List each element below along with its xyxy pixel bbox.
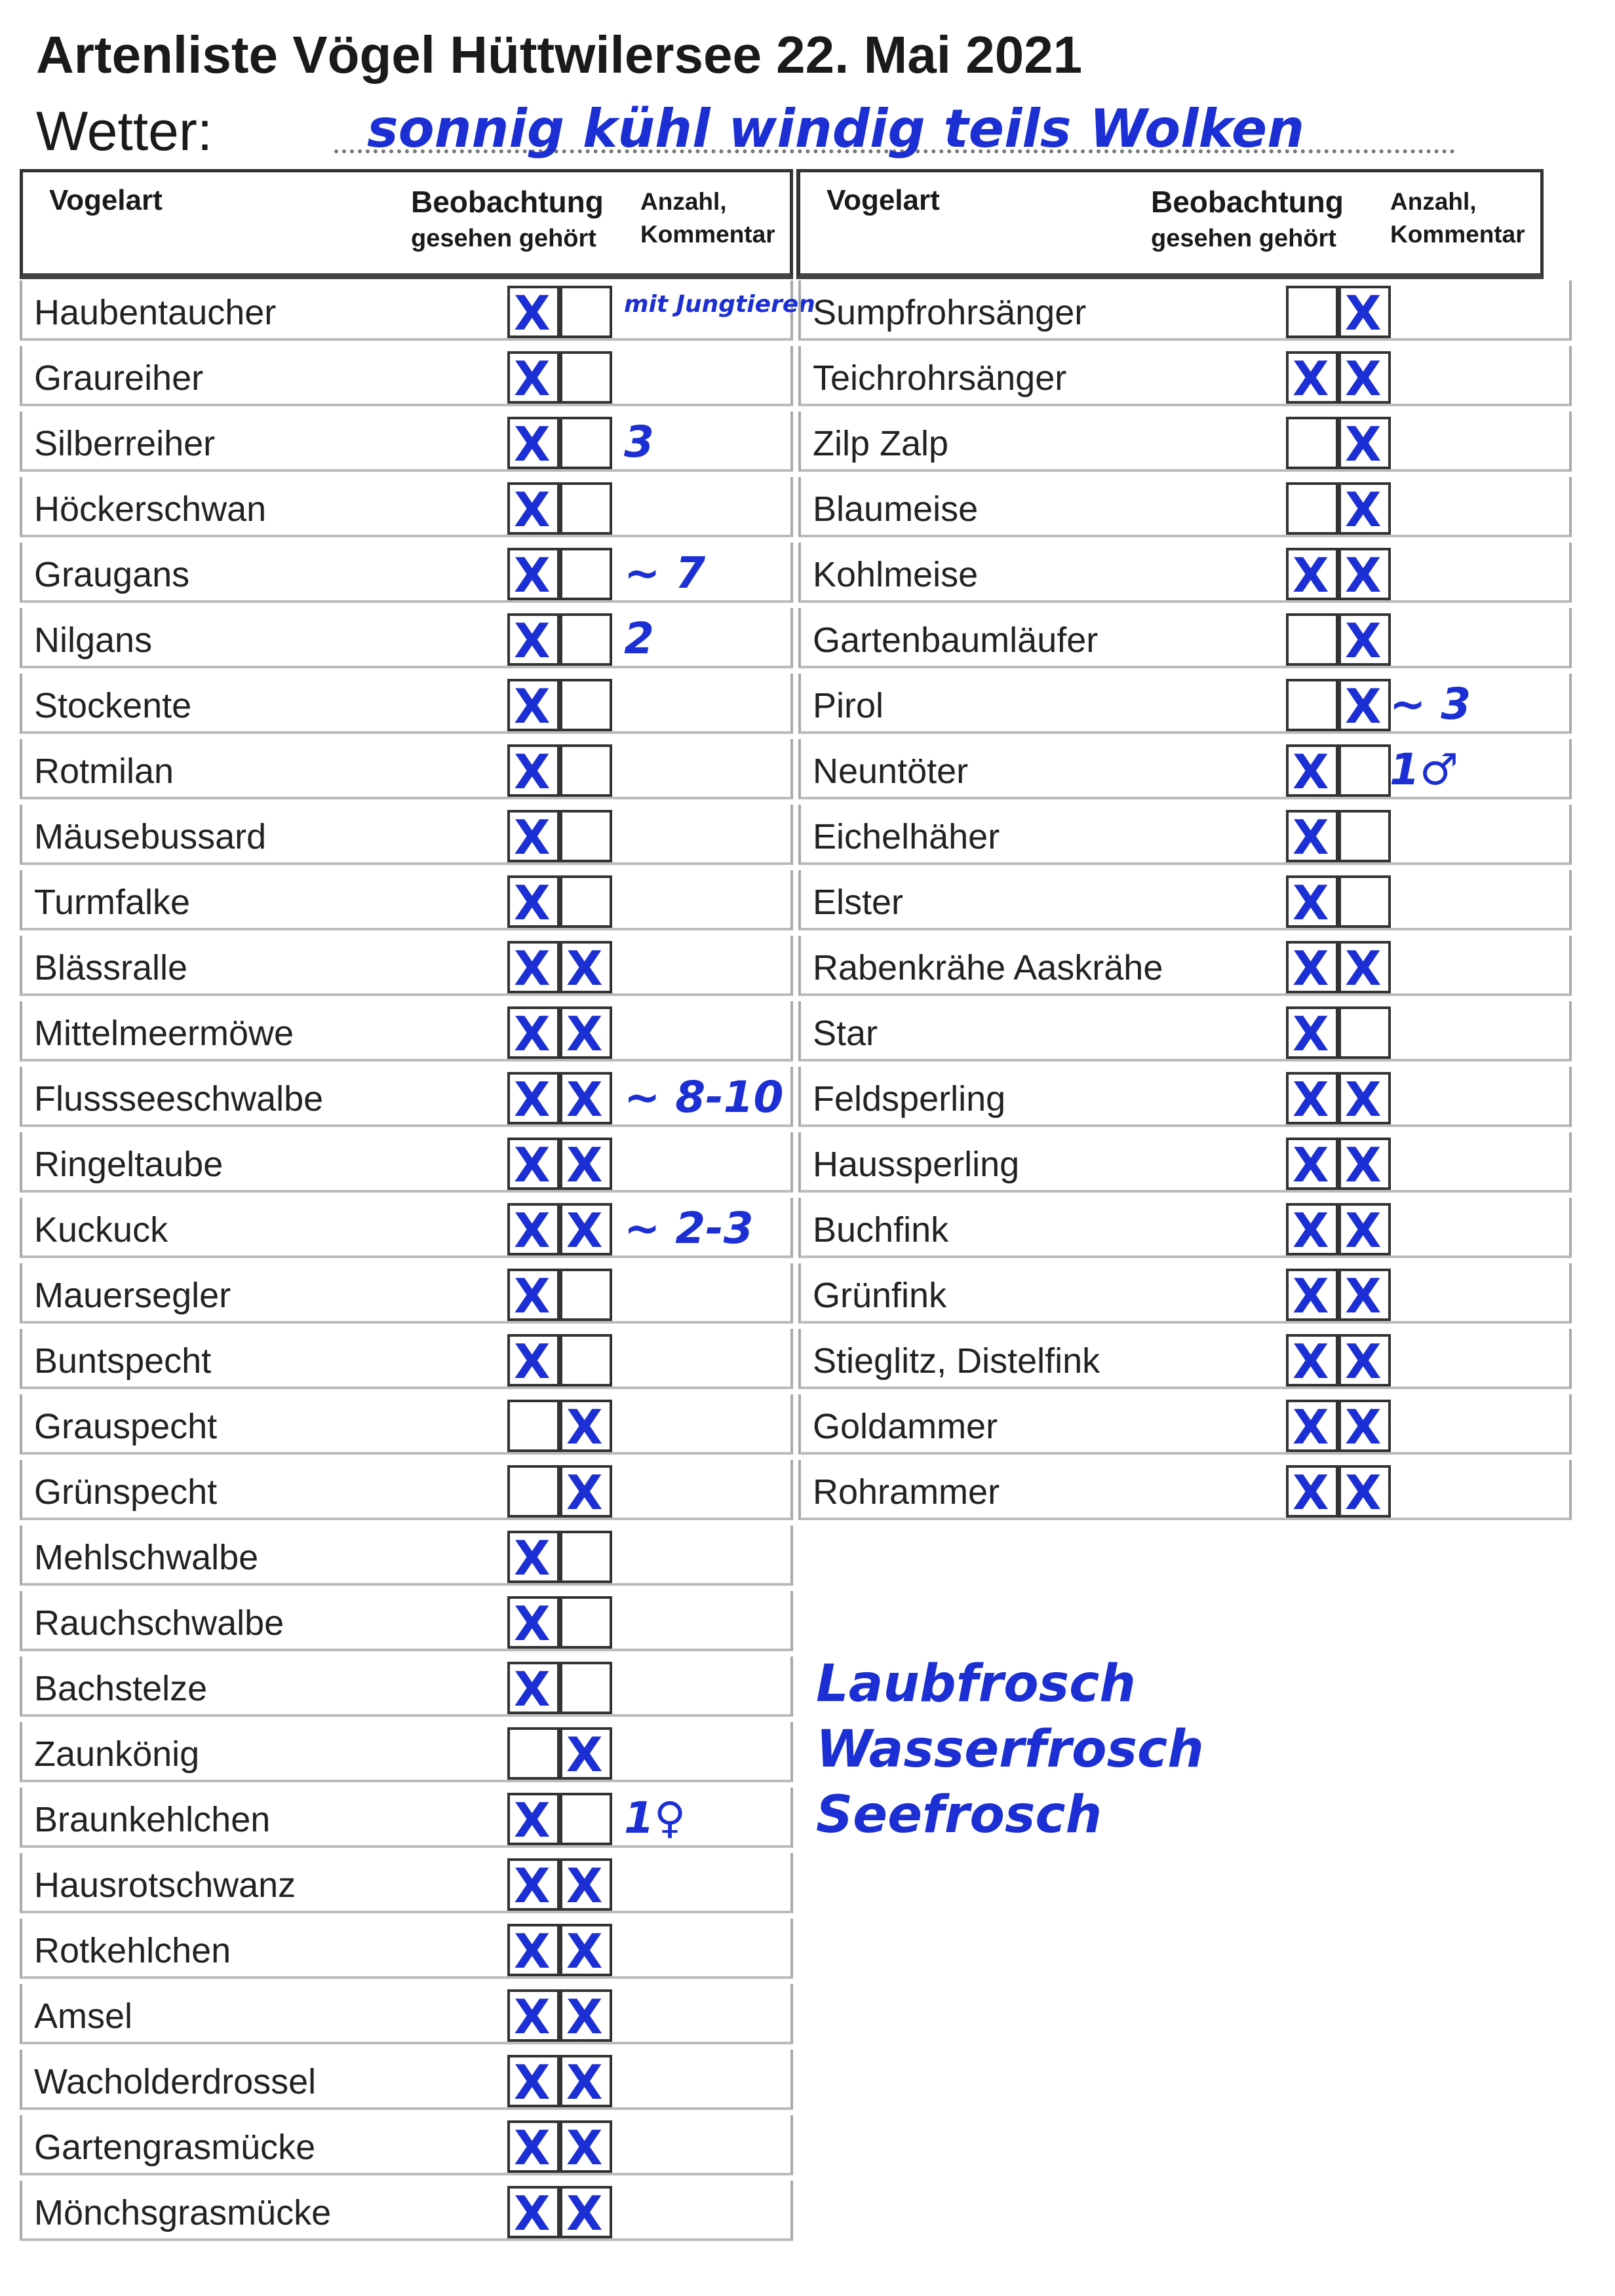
seen-checkbox[interactable] [1286, 1465, 1338, 1518]
table-row [20, 1919, 793, 1979]
species-name: Haussperling [813, 1145, 1020, 1184]
species-name: Mönchsgrasmücke [34, 2193, 332, 2232]
species-name: Nilgans [34, 621, 153, 660]
table-row [798, 936, 1572, 996]
table-row [20, 1460, 793, 1520]
heard-checkbox[interactable] [1338, 286, 1391, 341]
check-mark: X [566, 1072, 603, 1127]
species-name: Turmfalke [34, 883, 191, 922]
check-mark: X [566, 2186, 603, 2241]
heard-checkbox[interactable] [560, 810, 612, 862]
header-count: Anzahl, [640, 188, 727, 215]
heard-checkbox[interactable] [560, 941, 612, 996]
seen-checkbox[interactable] [507, 1006, 560, 1062]
table-row [20, 1984, 793, 2044]
seen-checkbox[interactable] [1286, 1072, 1338, 1127]
seen-checkbox[interactable] [1286, 941, 1338, 996]
heard-checkbox[interactable] [560, 482, 612, 535]
table-row [20, 1132, 793, 1193]
heard-checkbox[interactable] [1338, 482, 1391, 535]
seen-checkbox[interactable] [507, 1203, 560, 1258]
table-row [20, 870, 793, 930]
weather-label: Wetter: [36, 100, 213, 162]
seen-checkbox[interactable] [1286, 1203, 1338, 1258]
check-mark: X [1345, 1203, 1382, 1258]
check-mark: X [514, 1531, 551, 1586]
table-row [20, 2115, 793, 2175]
count-comment[interactable]: ~ 2-3 [624, 1203, 754, 1253]
seen-checkbox[interactable] [1286, 1006, 1338, 1062]
check-mark: X [514, 482, 551, 537]
species-name: Kohlmeise [813, 555, 979, 594]
table-row [798, 739, 1572, 799]
check-mark: X [1293, 1203, 1329, 1258]
check-mark: X [514, 810, 551, 865]
heard-checkbox[interactable] [1338, 548, 1391, 603]
table-row [798, 608, 1572, 668]
check-mark: X [514, 613, 551, 668]
check-mark: X [1293, 351, 1329, 406]
check-mark: X [514, 1138, 551, 1193]
check-mark: X [566, 941, 603, 996]
heard-checkbox[interactable] [560, 2120, 612, 2173]
seen-checkbox[interactable] [507, 875, 560, 928]
heard-checkbox[interactable] [560, 1727, 612, 1780]
table-row [20, 1525, 793, 1586]
check-mark: X [1345, 1465, 1382, 1520]
check-mark: X [514, 941, 551, 996]
seen-checkbox[interactable] [507, 1269, 560, 1324]
check-mark: X [1345, 941, 1382, 996]
check-mark: X [514, 1858, 551, 1913]
header-seen-heard: gesehen gehört [411, 225, 596, 252]
species-name: Stockente [34, 686, 192, 725]
table-row [20, 608, 793, 668]
header-count: Anzahl, [1390, 188, 1477, 215]
check-mark: X [514, 1989, 551, 2044]
heard-checkbox[interactable] [1338, 875, 1391, 928]
seen-checkbox[interactable] [507, 744, 560, 797]
check-mark: X [1293, 810, 1329, 865]
table-row [20, 2181, 793, 2241]
species-name: Haubentaucher [34, 293, 277, 332]
species-name: Teichrohrsänger [813, 358, 1067, 398]
check-mark: X [514, 417, 551, 472]
table-row [798, 543, 1572, 603]
check-mark: X [566, 2055, 603, 2110]
table-row [20, 739, 793, 799]
table-row [798, 1198, 1572, 1258]
heard-checkbox[interactable] [560, 286, 612, 338]
table-row [20, 411, 793, 472]
seen-checkbox[interactable] [1286, 417, 1338, 469]
species-name: Bachstelze [34, 1669, 208, 1708]
check-mark: X [1345, 548, 1382, 603]
species-name: Goldammer [813, 1407, 998, 1446]
header-comment: Kommentar [640, 221, 775, 248]
check-mark: X [514, 1924, 551, 1979]
species-name: Kuckuck [34, 1210, 168, 1250]
heard-checkbox[interactable] [560, 417, 612, 469]
species-name: Eichelhäher [813, 817, 1000, 856]
species-name: Braunkehlchen [34, 1800, 271, 1839]
header-observation: Beobachtung [1151, 185, 1344, 219]
check-mark: X [1345, 286, 1382, 341]
species-name: Gartengrasmücke [34, 2128, 316, 2167]
seen-checkbox[interactable] [1286, 1334, 1338, 1387]
frog-note: Seefrosch [816, 1786, 1102, 1845]
check-mark: X [1345, 351, 1382, 406]
seen-checkbox[interactable] [1286, 1269, 1338, 1324]
seen-checkbox[interactable] [507, 1531, 560, 1586]
frog-note: Wasserfrosch [816, 1720, 1204, 1779]
seen-checkbox[interactable] [507, 1072, 560, 1127]
check-mark: X [514, 1662, 551, 1717]
check-mark: X [1345, 613, 1382, 668]
check-mark: X [566, 1924, 603, 1979]
species-name: Blässralle [34, 948, 188, 987]
seen-checkbox[interactable] [507, 810, 560, 865]
check-mark: X [1293, 1006, 1329, 1062]
species-name: Mehlschwalbe [34, 1538, 259, 1577]
heard-checkbox[interactable] [560, 1072, 612, 1127]
header-count-comment [640, 185, 775, 251]
seen-checkbox[interactable] [1286, 679, 1338, 731]
species-name: Rohrammer [813, 1472, 1000, 1512]
check-mark: X [566, 1465, 603, 1520]
seen-checkbox[interactable] [507, 941, 560, 996]
table-row [798, 805, 1572, 865]
check-mark: X [566, 1138, 603, 1193]
species-name: Pirol [813, 686, 884, 725]
check-mark: X [566, 2120, 603, 2175]
seen-checkbox[interactable] [507, 1858, 560, 1911]
header-seen-heard: gesehen gehört [1151, 225, 1336, 252]
seen-checkbox[interactable] [507, 1662, 560, 1717]
heard-checkbox[interactable] [1338, 1269, 1391, 1324]
table-row [20, 1394, 793, 1455]
heard-checkbox[interactable] [1338, 417, 1391, 472]
check-mark: X [1293, 1400, 1329, 1455]
check-mark: X [514, 1006, 551, 1062]
check-mark: X [1293, 1269, 1329, 1324]
check-mark: X [514, 875, 551, 930]
heard-checkbox[interactable] [1338, 1465, 1391, 1518]
seen-checkbox[interactable] [507, 482, 560, 535]
check-mark: X [566, 1858, 603, 1913]
check-mark: X [566, 1989, 603, 2044]
check-mark: X [514, 2120, 551, 2175]
seen-checkbox[interactable] [507, 679, 560, 734]
check-mark: X [1345, 417, 1382, 472]
heard-checkbox[interactable] [560, 613, 612, 666]
heard-checkbox[interactable] [1338, 941, 1391, 996]
check-mark: X [1293, 548, 1329, 603]
check-mark: X [514, 1596, 551, 1651]
species-name: Graureiher [34, 358, 204, 398]
seen-checkbox[interactable] [507, 1596, 560, 1649]
check-mark: X [566, 1006, 603, 1062]
heard-checkbox[interactable] [560, 1269, 612, 1321]
table-row [20, 1591, 793, 1651]
seen-checkbox[interactable] [507, 1400, 560, 1452]
check-mark: X [566, 1400, 603, 1455]
seen-checkbox[interactable] [1286, 744, 1338, 797]
seen-checkbox[interactable] [507, 1465, 560, 1518]
heard-checkbox[interactable] [560, 875, 612, 928]
table-row [20, 1329, 793, 1389]
species-name: Rotmilan [34, 752, 174, 791]
heard-checkbox[interactable] [1338, 1072, 1391, 1127]
seen-checkbox[interactable] [507, 286, 560, 341]
check-mark: X [514, 1793, 551, 1848]
heard-checkbox[interactable] [560, 1334, 612, 1387]
table-row [20, 2050, 793, 2110]
species-name: Feldsperling [813, 1079, 1006, 1119]
table-row [798, 1067, 1572, 1127]
table-header-left [20, 169, 793, 279]
count-comment[interactable]: 2 [624, 613, 654, 664]
species-name: Mäusebussard [34, 817, 267, 856]
seen-checkbox[interactable] [1286, 613, 1338, 666]
table-row [20, 805, 793, 865]
heard-checkbox[interactable] [1338, 744, 1391, 797]
table-row [798, 1263, 1572, 1324]
check-mark: X [514, 548, 551, 603]
check-mark: X [514, 1203, 551, 1258]
species-name: Flussseeschwalbe [34, 1079, 324, 1119]
frog-note: Laubfrosch [816, 1655, 1136, 1713]
heard-checkbox[interactable] [560, 548, 612, 600]
table-row [798, 411, 1572, 472]
seen-checkbox[interactable] [1286, 810, 1338, 865]
check-mark: X [1293, 1138, 1329, 1193]
species-name: Mauersegler [34, 1276, 231, 1315]
heard-checkbox[interactable] [560, 1400, 612, 1455]
species-name: Elster [813, 883, 904, 922]
seen-checkbox[interactable] [1286, 351, 1338, 404]
heard-checkbox[interactable] [560, 2055, 612, 2110]
table-row [20, 936, 793, 996]
check-mark: X [1345, 1138, 1382, 1193]
heard-checkbox[interactable] [560, 351, 612, 404]
table-row [798, 477, 1572, 537]
species-name: Blaumeise [813, 489, 979, 529]
check-mark: X [514, 2055, 551, 2110]
heard-checkbox[interactable] [560, 1924, 612, 1979]
species-name: Grauspecht [34, 1407, 218, 1446]
species-name: Gartenbaumläufer [813, 621, 1099, 660]
species-name: Silberreiher [34, 424, 216, 463]
table-row [20, 1853, 793, 1913]
heard-checkbox[interactable] [560, 1793, 612, 1845]
species-name: Buntspecht [34, 1341, 212, 1381]
check-mark: X [1293, 1334, 1329, 1389]
check-mark: X [1293, 875, 1329, 930]
species-name: Rabenkrähe Aaskrähe [813, 948, 1163, 987]
table-row [20, 1001, 793, 1062]
species-name: Buchfink [813, 1210, 949, 1250]
heard-checkbox[interactable] [1338, 679, 1391, 734]
header-count-comment [1390, 185, 1525, 251]
seen-checkbox[interactable] [507, 548, 560, 603]
table-row [798, 870, 1572, 930]
species-name: Graugans [34, 555, 190, 594]
seen-checkbox[interactable] [507, 1334, 560, 1387]
check-mark: X [1345, 679, 1382, 734]
seen-checkbox[interactable] [507, 351, 560, 404]
frog-notes [816, 1651, 1204, 1848]
heard-checkbox[interactable] [1338, 613, 1391, 666]
check-mark: X [566, 1203, 603, 1258]
species-name: Stieglitz, Distelfink [813, 1341, 1100, 1381]
header-species: Vogelart [49, 184, 163, 216]
seen-checkbox[interactable] [1286, 1138, 1338, 1193]
count-comment[interactable]: 3 [624, 417, 654, 467]
table-row [798, 1394, 1572, 1455]
table-row [798, 280, 1572, 341]
seen-checkbox[interactable] [507, 2120, 560, 2173]
check-mark: X [1293, 744, 1329, 799]
species-name: Ringeltaube [34, 1145, 224, 1184]
page-title: Artenliste Vögel Hüttwilersee 22. Mai 2021 [36, 26, 1083, 84]
seen-checkbox[interactable] [1286, 286, 1338, 338]
species-name: Neuntöter [813, 752, 969, 791]
table-header-right [796, 169, 1544, 279]
seen-checkbox[interactable] [1286, 1400, 1338, 1455]
heard-checkbox[interactable] [560, 1006, 612, 1062]
seen-checkbox[interactable] [507, 613, 560, 666]
heard-checkbox[interactable] [560, 1662, 612, 1714]
check-mark: X [1293, 1465, 1329, 1520]
seen-checkbox[interactable] [1286, 875, 1338, 928]
heard-checkbox[interactable] [560, 1465, 612, 1518]
heard-checkbox[interactable] [560, 2186, 612, 2241]
check-mark: X [1345, 1334, 1382, 1389]
check-mark: X [1293, 1072, 1329, 1127]
seen-checkbox[interactable] [1286, 548, 1338, 603]
heard-checkbox[interactable] [560, 1858, 612, 1911]
table-row [20, 1263, 793, 1324]
check-mark: X [514, 351, 551, 406]
species-name: Amsel [34, 1997, 133, 2036]
check-mark: X [1345, 482, 1382, 537]
heard-checkbox[interactable] [560, 744, 612, 797]
heard-checkbox[interactable] [1338, 1203, 1391, 1258]
check-mark: X [514, 1269, 551, 1324]
seen-checkbox[interactable] [507, 1989, 560, 2042]
seen-checkbox[interactable] [507, 1727, 560, 1780]
table-row [20, 1198, 793, 1258]
check-mark: X [514, 1334, 551, 1389]
weather-value[interactable]: sonnig kühl windig teils Wolken [367, 98, 1305, 159]
table-row [798, 1460, 1572, 1520]
header-comment: Kommentar [1390, 221, 1525, 248]
count-comment[interactable]: 1♂ [1390, 744, 1459, 795]
heard-checkbox[interactable] [560, 679, 612, 731]
table-row [798, 1132, 1572, 1193]
heard-checkbox[interactable] [1338, 810, 1391, 862]
heard-checkbox[interactable] [1338, 1006, 1391, 1059]
table-row [20, 543, 793, 603]
species-name: Rauchschwalbe [34, 1603, 284, 1643]
seen-checkbox[interactable] [507, 2055, 560, 2110]
count-comment[interactable]: ~ 3 [1390, 679, 1471, 729]
species-name: Rotkehlchen [34, 1931, 231, 1970]
seen-checkbox[interactable] [507, 1793, 560, 1848]
table-row [20, 346, 793, 406]
check-mark: X [1345, 1072, 1382, 1127]
species-name: Grünfink [813, 1276, 947, 1315]
seen-checkbox[interactable] [1286, 482, 1338, 535]
check-mark: X [566, 1727, 603, 1782]
heard-checkbox[interactable] [1338, 1334, 1391, 1387]
check-mark: X [514, 744, 551, 799]
table-row [798, 346, 1572, 406]
heard-checkbox[interactable] [560, 1531, 612, 1583]
check-mark: X [1345, 1400, 1382, 1455]
heard-checkbox[interactable] [1338, 351, 1391, 404]
species-name: Wacholderdrossel [34, 2062, 317, 2101]
check-mark: X [1345, 1269, 1382, 1324]
species-name: Star [813, 1014, 878, 1053]
header-species: Vogelart [827, 184, 940, 216]
check-mark: X [514, 1072, 551, 1127]
heard-checkbox[interactable] [560, 1203, 612, 1258]
seen-checkbox[interactable] [507, 417, 560, 472]
table-row [20, 1722, 793, 1782]
species-name: Sumpfrohrsänger [813, 293, 1087, 332]
count-comment[interactable]: ~ 7 [624, 548, 706, 598]
species-name: Hausrotschwanz [34, 1866, 296, 1905]
count-comment[interactable]: ~ 8-10 [624, 1072, 784, 1122]
check-mark: X [1293, 941, 1329, 996]
seen-checkbox[interactable] [507, 1924, 560, 1979]
heard-checkbox[interactable] [1338, 1400, 1391, 1455]
check-mark: X [514, 2186, 551, 2241]
check-mark: X [514, 286, 551, 341]
table-row [20, 477, 793, 537]
species-name: Grünspecht [34, 1472, 218, 1512]
heard-checkbox[interactable] [560, 1596, 612, 1649]
species-name: Mittelmeermöwe [34, 1014, 294, 1053]
heard-checkbox[interactable] [1338, 1138, 1391, 1193]
count-comment[interactable]: mit Jungtieren [624, 291, 815, 318]
heard-checkbox[interactable] [560, 1138, 612, 1193]
table-row [798, 1001, 1572, 1062]
table-row [20, 1656, 793, 1717]
species-name: Zilp Zalp [813, 424, 949, 463]
table-row [20, 1788, 793, 1848]
header-observation: Beobachtung [411, 185, 604, 219]
table-row [20, 1067, 793, 1127]
table-row [20, 280, 815, 341]
heard-checkbox[interactable] [560, 1989, 612, 2042]
species-name: Zaunkönig [34, 1734, 200, 1774]
table-row [798, 674, 1572, 734]
seen-checkbox[interactable] [507, 2186, 560, 2241]
seen-checkbox[interactable] [507, 1138, 560, 1193]
table-row [20, 674, 793, 734]
check-mark: X [514, 679, 551, 734]
species-name: Höckerschwan [34, 489, 267, 529]
count-comment[interactable]: 1♀ [624, 1793, 686, 1843]
table-row [798, 1329, 1572, 1389]
